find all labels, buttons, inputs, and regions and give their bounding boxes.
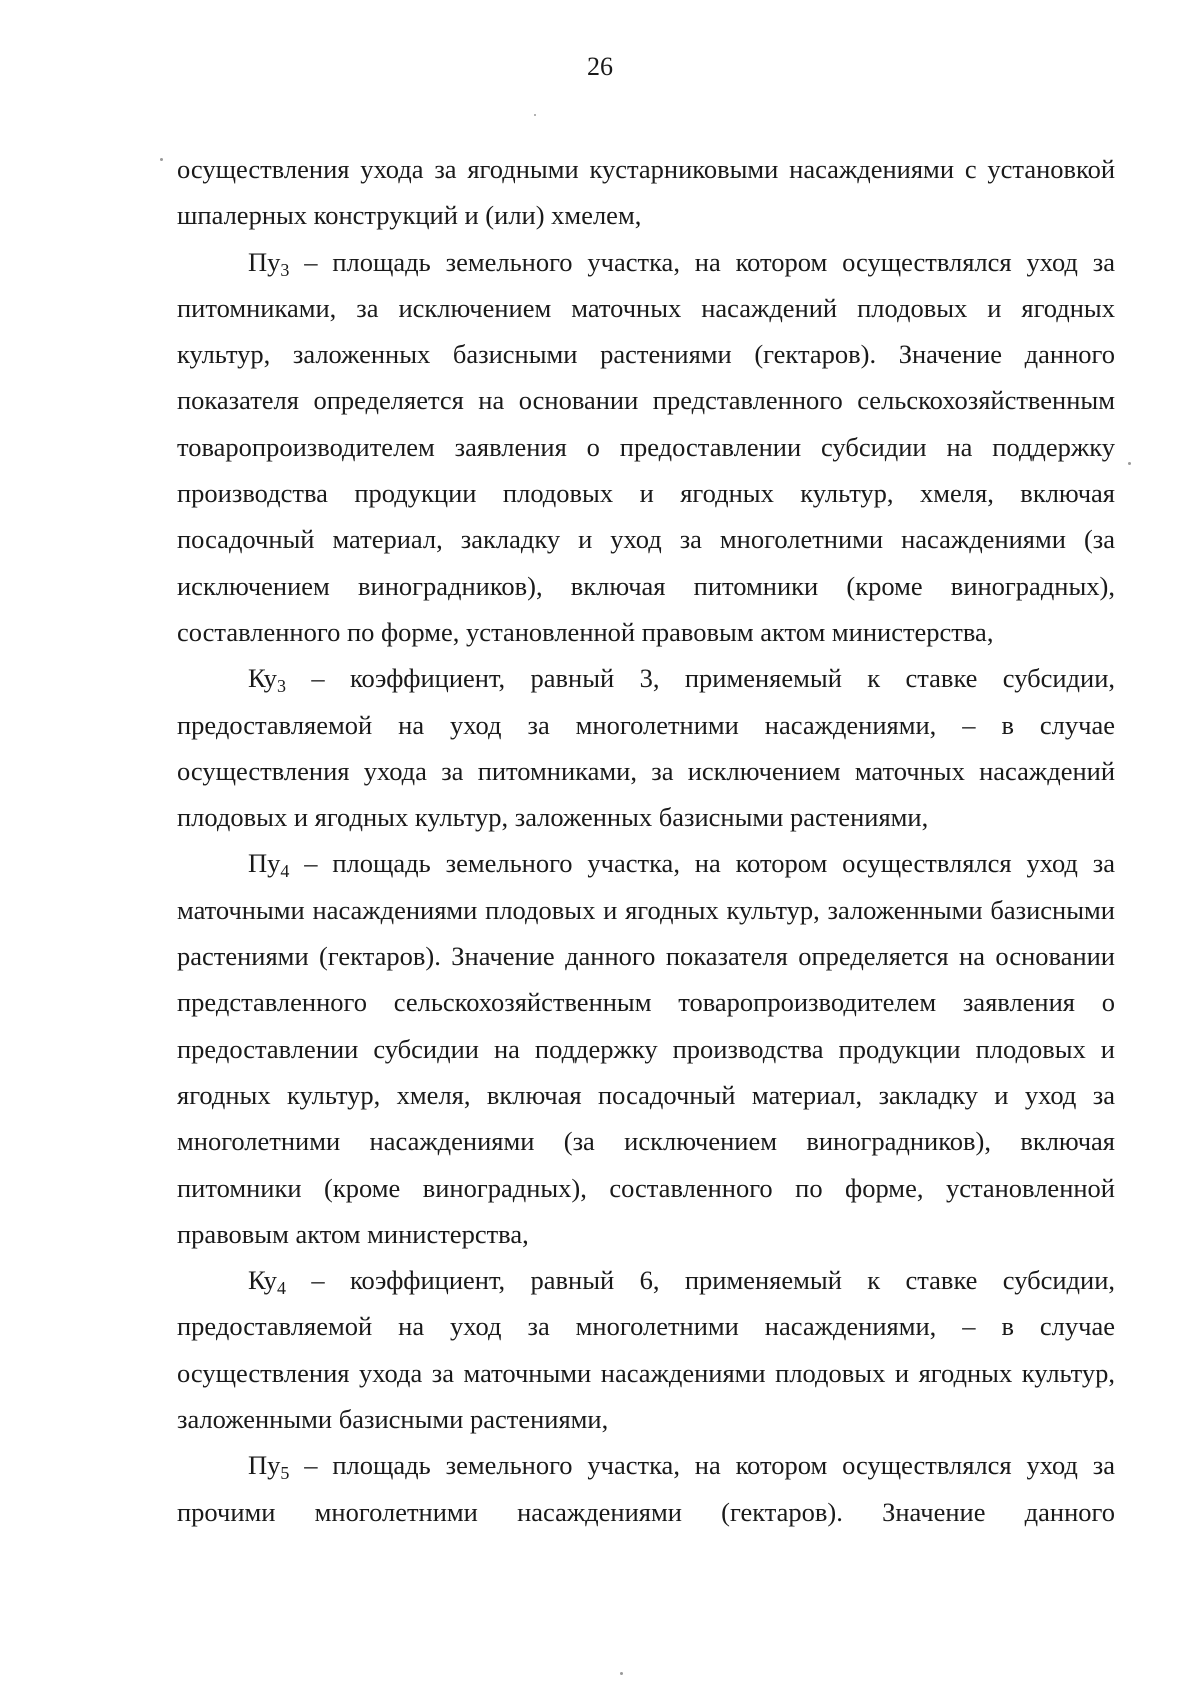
term-symbol: Ку4 xyxy=(248,1265,286,1299)
definition-pu4 xyxy=(177,840,1115,1257)
definition-pu5 xyxy=(177,1442,1115,1535)
definition-text: – площадь земельного участка, на котором осуществлялся уход за маточными насаждениями плодовых и ягодных культур, заложенными базисными растениями (гектаров). Значение данного показателя определяется на основании представленного сельскохозяйственным товаропроизводителем заявления о предоставлении субсидии на поддержку производства продукции плодовых и ягодных культур, хмеля, включая посадочный материал, закладку и уход за многолетними насаждениями (за исключением виноградников), включая питомники (кроме виноградных), составленного по форме, установленной правовым актом министерства, xyxy=(177,848,1115,1249)
paragraph-continuation xyxy=(177,146,1115,239)
definition-text: – площадь земельного участка, на котором осуществлялся уход за питомниками, за исключением маточных насаждений плодовых и ягодных культур, заложенных базисными растениями (гектаров). Значение данного показателя определяется на основании представленного сельскохозяйственным товаропроизводителем заявления о предоставлении субсидии на поддержку производства продукции плодовых и ягодных культур, хмеля, включая посадочный материал, закладку и уход за многолетними насаждениями (за исключением виноградников), включая питомники (кроме виноградных), составленного по форме, установленной правовым актом министерства, xyxy=(177,246,1115,647)
scan-speck xyxy=(534,114,536,116)
term-symbol: Пу3 xyxy=(248,246,290,280)
term-symbol: Пу4 xyxy=(248,848,290,882)
scan-speck xyxy=(620,1672,623,1675)
definition-ku4 xyxy=(177,1257,1115,1442)
definition-text: – площадь земельного участка, на котором осуществлялся уход за прочими многолетними насаждениями (гектаров). Значение данного xyxy=(177,1450,1115,1527)
scan-speck xyxy=(1128,462,1131,465)
term-symbol: Пу5 xyxy=(248,1450,290,1484)
term-symbol: Ку3 xyxy=(248,663,286,697)
definition-text: – коэффициент, равный 6, применяемый к ставке субсидии, предоставляемой на уход за многолетними насаждениями, – в случае осуществления ухода за маточными насаждениями плодовых и ягодных культур, заложенными базисными растениями, xyxy=(177,1265,1115,1435)
paragraph-text: осуществления ухода за ягодными кустарниковыми насаждениями с установкой шпалерных конструкций и (или) хмелем, xyxy=(177,154,1115,231)
scan-speck xyxy=(160,158,163,161)
definition-text: – коэффициент, равный 3, применяемый к ставке субсидии, предоставляемой на уход за многолетними насаждениями, – в случае осуществления ухода за питомниками, за исключением маточных насаждений плодовых и ягодных культур, заложенных базисными растениями, xyxy=(177,663,1115,833)
page-number: 26 xyxy=(587,52,613,81)
document-body xyxy=(177,146,1115,1535)
definition-ku3 xyxy=(177,655,1115,840)
definition-pu3 xyxy=(177,239,1115,656)
